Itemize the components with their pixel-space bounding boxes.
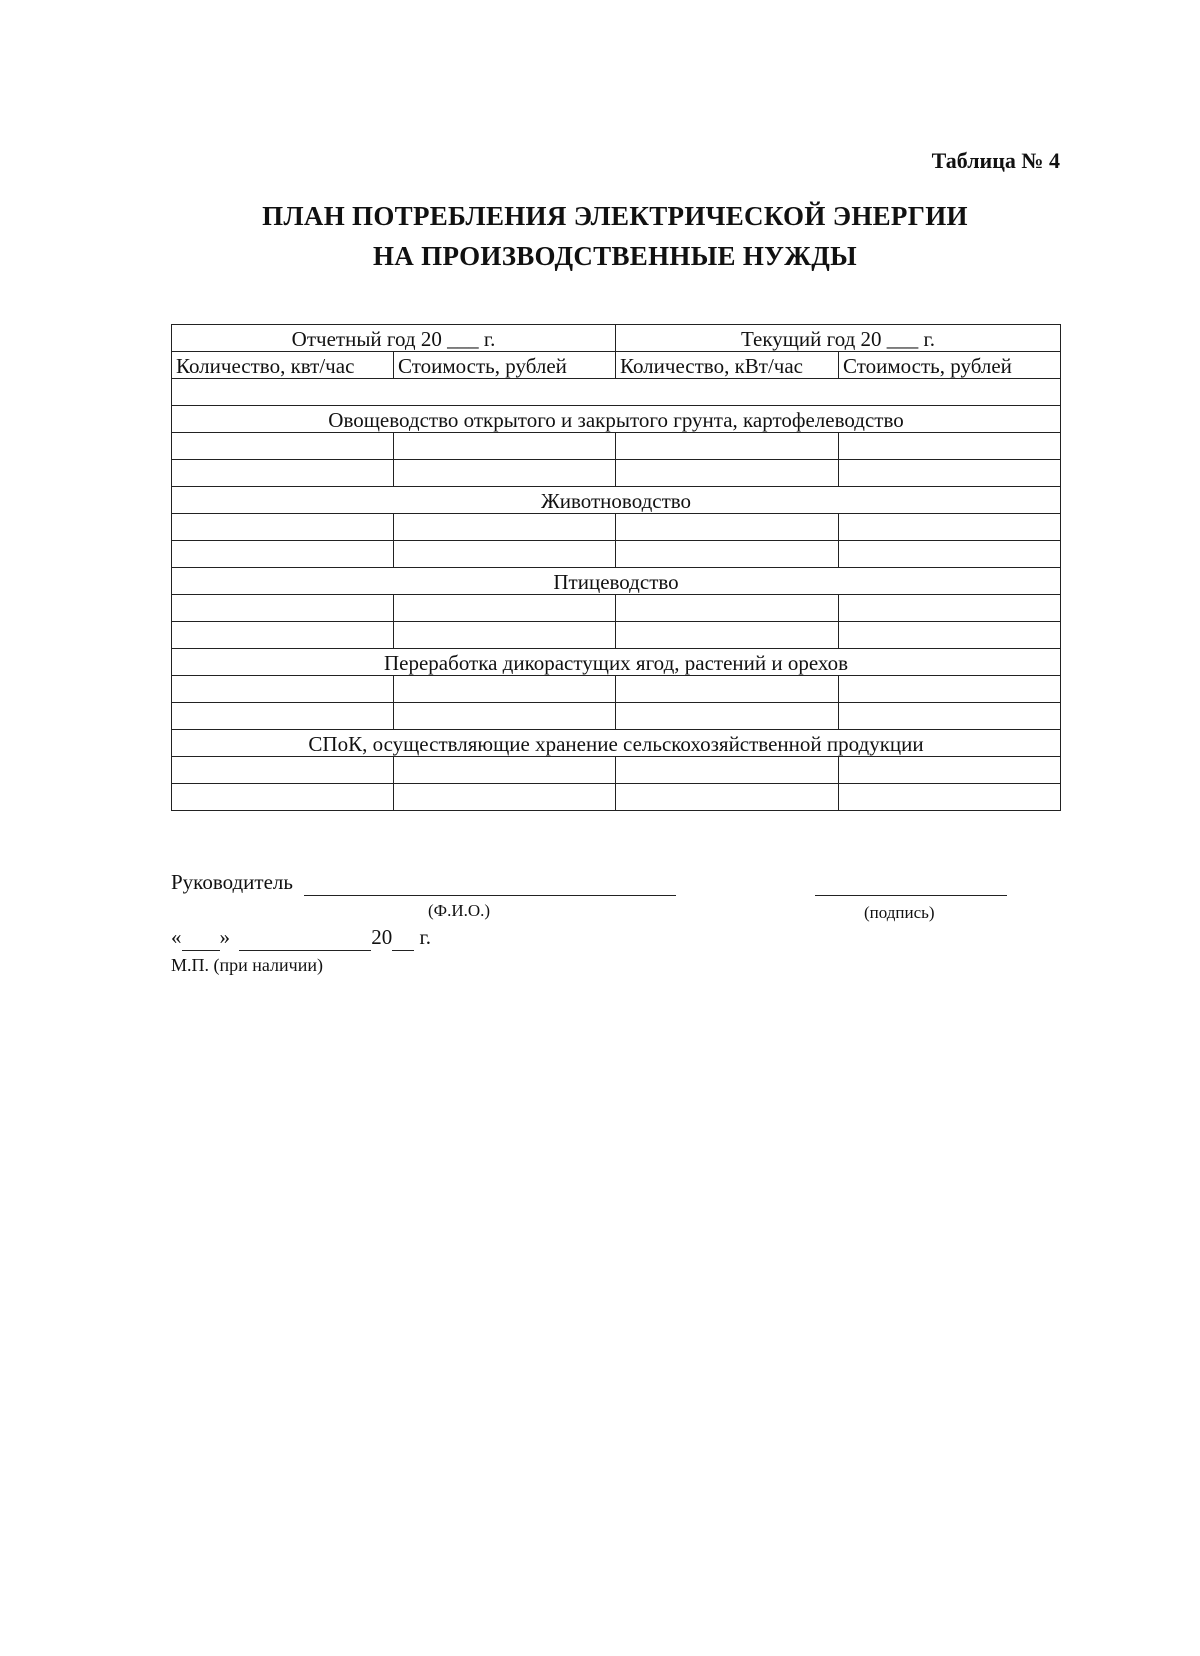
table-cell[interactable] — [616, 784, 839, 811]
table-row — [172, 433, 1061, 460]
table-cell[interactable] — [394, 514, 616, 541]
section-title: Животноводство — [172, 487, 1061, 514]
table-row — [172, 676, 1061, 703]
section-row — [172, 568, 1061, 595]
table-cell[interactable] — [839, 595, 1061, 622]
table-cell[interactable] — [172, 514, 394, 541]
blank-cell — [172, 379, 1061, 406]
table-row — [172, 541, 1061, 568]
table-cell[interactable] — [839, 433, 1061, 460]
table-cell[interactable] — [616, 514, 839, 541]
table-cell[interactable] — [394, 622, 616, 649]
section-row — [172, 730, 1061, 757]
table-cell[interactable] — [394, 595, 616, 622]
section-title: Овощеводство открытого и закрытого грунта, картофелеводство — [172, 406, 1061, 433]
table-cell[interactable] — [616, 622, 839, 649]
energy-plan-table — [171, 324, 1061, 811]
col-header-cost-reporting: Стоимость, рублей — [394, 352, 616, 379]
date-close-quote: » — [219, 925, 230, 949]
col-header-quantity-reporting: Количество, квт/час — [172, 352, 394, 379]
current-year-header: Текущий год 20 ___ г. — [616, 325, 1061, 352]
table-cell[interactable] — [839, 784, 1061, 811]
section-title: СПоК, осуществляющие хранение сельскохозяйственной продукции — [172, 730, 1061, 757]
blank-row — [172, 379, 1061, 406]
section-title: Птицеводство — [172, 568, 1061, 595]
table-cell[interactable] — [172, 676, 394, 703]
date-open-quote: « — [171, 925, 182, 949]
table-cell[interactable] — [394, 703, 616, 730]
table-cell[interactable] — [394, 676, 616, 703]
head-label: Руководитель — [171, 870, 293, 894]
table-cell[interactable] — [839, 514, 1061, 541]
table-cell[interactable] — [616, 676, 839, 703]
col-header-quantity-current: Количество, кВт/час — [616, 352, 839, 379]
table-cell[interactable] — [616, 757, 839, 784]
date-suffix: г. — [419, 925, 431, 949]
stamp-note: М.П. (при наличии) — [171, 955, 323, 975]
table-cell[interactable] — [172, 757, 394, 784]
table-cell[interactable] — [616, 703, 839, 730]
table-cell[interactable] — [172, 622, 394, 649]
reporting-year-header: Отчетный год 20 ___ г. — [172, 325, 616, 352]
table-row — [172, 595, 1061, 622]
table-cell[interactable] — [616, 595, 839, 622]
table-row — [172, 622, 1061, 649]
table-cell[interactable] — [616, 460, 839, 487]
col-header-cost-current: Стоимость, рублей — [839, 352, 1061, 379]
table-number: Таблица № 4 — [931, 148, 1060, 173]
table-row — [172, 703, 1061, 730]
table-cell[interactable] — [172, 595, 394, 622]
signature-field[interactable] — [815, 870, 1007, 896]
year-header-row — [172, 325, 1061, 352]
table-row — [172, 460, 1061, 487]
table-cell[interactable] — [839, 757, 1061, 784]
table-cell[interactable] — [172, 541, 394, 568]
table-row — [172, 757, 1061, 784]
fio-caption: (Ф.И.О.) — [428, 901, 491, 920]
table-cell[interactable] — [172, 784, 394, 811]
table-cell[interactable] — [394, 460, 616, 487]
section-row — [172, 406, 1061, 433]
section-title: Переработка дикорастущих ягод, растений и орехов — [172, 649, 1061, 676]
column-header-row — [172, 352, 1061, 379]
table-cell[interactable] — [172, 703, 394, 730]
head-signature-line — [171, 870, 676, 896]
table-cell[interactable] — [839, 541, 1061, 568]
fio-field[interactable] — [304, 870, 676, 896]
table-cell[interactable] — [394, 433, 616, 460]
table-cell[interactable] — [394, 757, 616, 784]
section-row — [172, 487, 1061, 514]
table-cell[interactable] — [839, 676, 1061, 703]
title-line-2: НА ПРОИЗВОДСТВЕННЫЕ НУЖДЫ — [373, 241, 857, 271]
table-cell[interactable] — [172, 433, 394, 460]
signature-caption: (подпись) — [864, 903, 935, 922]
section-row — [172, 649, 1061, 676]
table-cell[interactable] — [839, 460, 1061, 487]
date-year: 20 — [371, 925, 393, 949]
table-cell[interactable] — [616, 433, 839, 460]
table-cell[interactable] — [172, 460, 394, 487]
table-row — [172, 514, 1061, 541]
month-field[interactable] — [239, 925, 371, 951]
table-row — [172, 784, 1061, 811]
table-cell[interactable] — [839, 703, 1061, 730]
table-cell[interactable] — [394, 784, 616, 811]
year-field[interactable] — [392, 925, 414, 951]
date-line — [171, 925, 431, 951]
document-title — [170, 196, 1060, 276]
table-cell[interactable] — [839, 622, 1061, 649]
table-cell[interactable] — [394, 541, 616, 568]
table-cell[interactable] — [616, 541, 839, 568]
day-field[interactable] — [182, 925, 220, 951]
title-line-1: ПЛАН ПОТРЕБЛЕНИЯ ЭЛЕКТРИЧЕСКОЙ ЭНЕРГИИ — [262, 201, 968, 231]
